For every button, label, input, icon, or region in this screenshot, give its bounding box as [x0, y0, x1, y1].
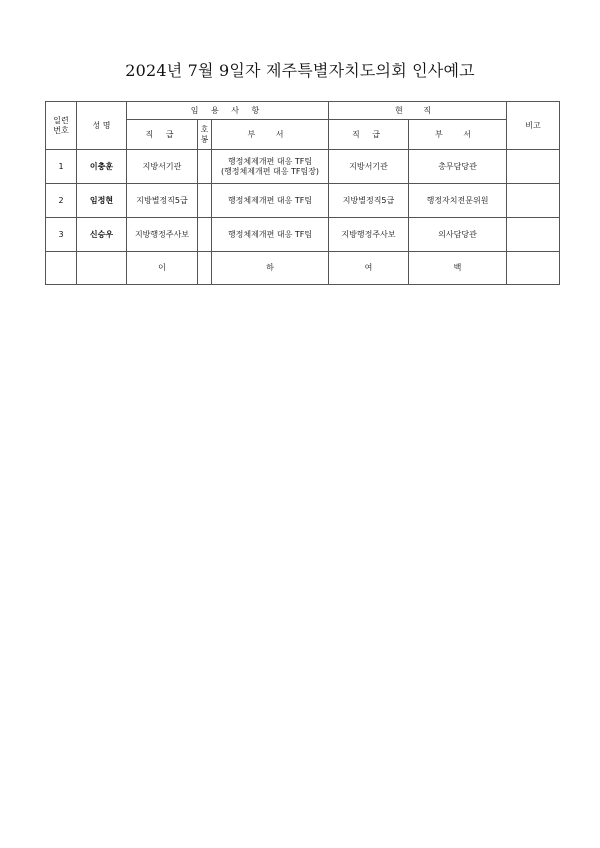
table-row — [46, 184, 560, 218]
cell-serial-no: 2 — [46, 184, 77, 218]
header-step-line1: 호 — [200, 124, 209, 134]
table-row — [46, 150, 560, 184]
cell-department — [212, 150, 329, 184]
cell-footer-baek: 백 — [409, 252, 507, 285]
cell-step — [198, 218, 212, 252]
header-row-1 — [46, 102, 560, 120]
cell-name: 이충훈 — [77, 150, 127, 184]
cell-footer-yeo: 여 — [329, 252, 409, 285]
cell-rank: 지방행정주사보 — [127, 218, 198, 252]
cell-current-rank: 지방서기관 — [329, 150, 409, 184]
cell-department-line2: (행정체제개편 대응 TF팀장) — [220, 166, 320, 176]
header-current-rank: 직 급 — [329, 120, 409, 150]
cell-serial-no: 1 — [46, 150, 77, 184]
personnel-table — [45, 101, 560, 285]
header-serial-no-line1: 일련 — [53, 115, 69, 125]
cell-remark — [507, 218, 560, 252]
header-remark: 비고 — [507, 102, 560, 150]
cell-empty — [46, 252, 77, 285]
table-row — [46, 218, 560, 252]
header-department: 부 서 — [212, 120, 329, 150]
header-name: 성 명 — [77, 102, 127, 150]
header-step-line2: 봉 — [200, 134, 209, 144]
cell-department — [212, 218, 329, 252]
cell-step — [198, 150, 212, 184]
header-appointment: 임 용 사 항 — [127, 102, 329, 120]
cell-rank: 지방별정직5급 — [127, 184, 198, 218]
cell-empty — [507, 252, 560, 285]
cell-name: 신승우 — [77, 218, 127, 252]
header-step — [198, 120, 212, 150]
cell-empty — [77, 252, 127, 285]
header-current-position: 현 직 — [329, 102, 507, 120]
cell-name: 임정현 — [77, 184, 127, 218]
table-row-ihayeobaek — [46, 252, 560, 285]
cell-department-line1: 행정체제개편 대응 TF팀 — [227, 156, 313, 166]
header-serial-no — [46, 102, 77, 150]
cell-footer-i: 이 — [127, 252, 198, 285]
cell-rank: 지방서기관 — [127, 150, 198, 184]
cell-serial-no: 3 — [46, 218, 77, 252]
cell-department — [212, 184, 329, 218]
cell-current-rank: 지방행정주사보 — [329, 218, 409, 252]
header-rank: 직 급 — [127, 120, 198, 150]
cell-remark — [507, 150, 560, 184]
cell-remark — [507, 184, 560, 218]
cell-department-line1: 행정체제개편 대응 TF팀 — [227, 195, 313, 205]
cell-footer-ha: 하 — [212, 252, 329, 285]
cell-current-department: 총무담당관 — [409, 150, 507, 184]
header-serial-no-line2: 번호 — [53, 125, 69, 135]
cell-current-department: 행정자치전문위원 — [409, 184, 507, 218]
cell-current-rank: 지방별정직5급 — [329, 184, 409, 218]
page-title: 2024년 7월 9일자 제주특별자치도의회 인사예고 — [125, 61, 475, 80]
cell-empty — [198, 252, 212, 285]
cell-step — [198, 184, 212, 218]
header-current-department: 부 서 — [409, 120, 507, 150]
cell-department-line1: 행정체제개편 대응 TF팀 — [227, 229, 313, 239]
cell-current-department: 의사담당관 — [409, 218, 507, 252]
